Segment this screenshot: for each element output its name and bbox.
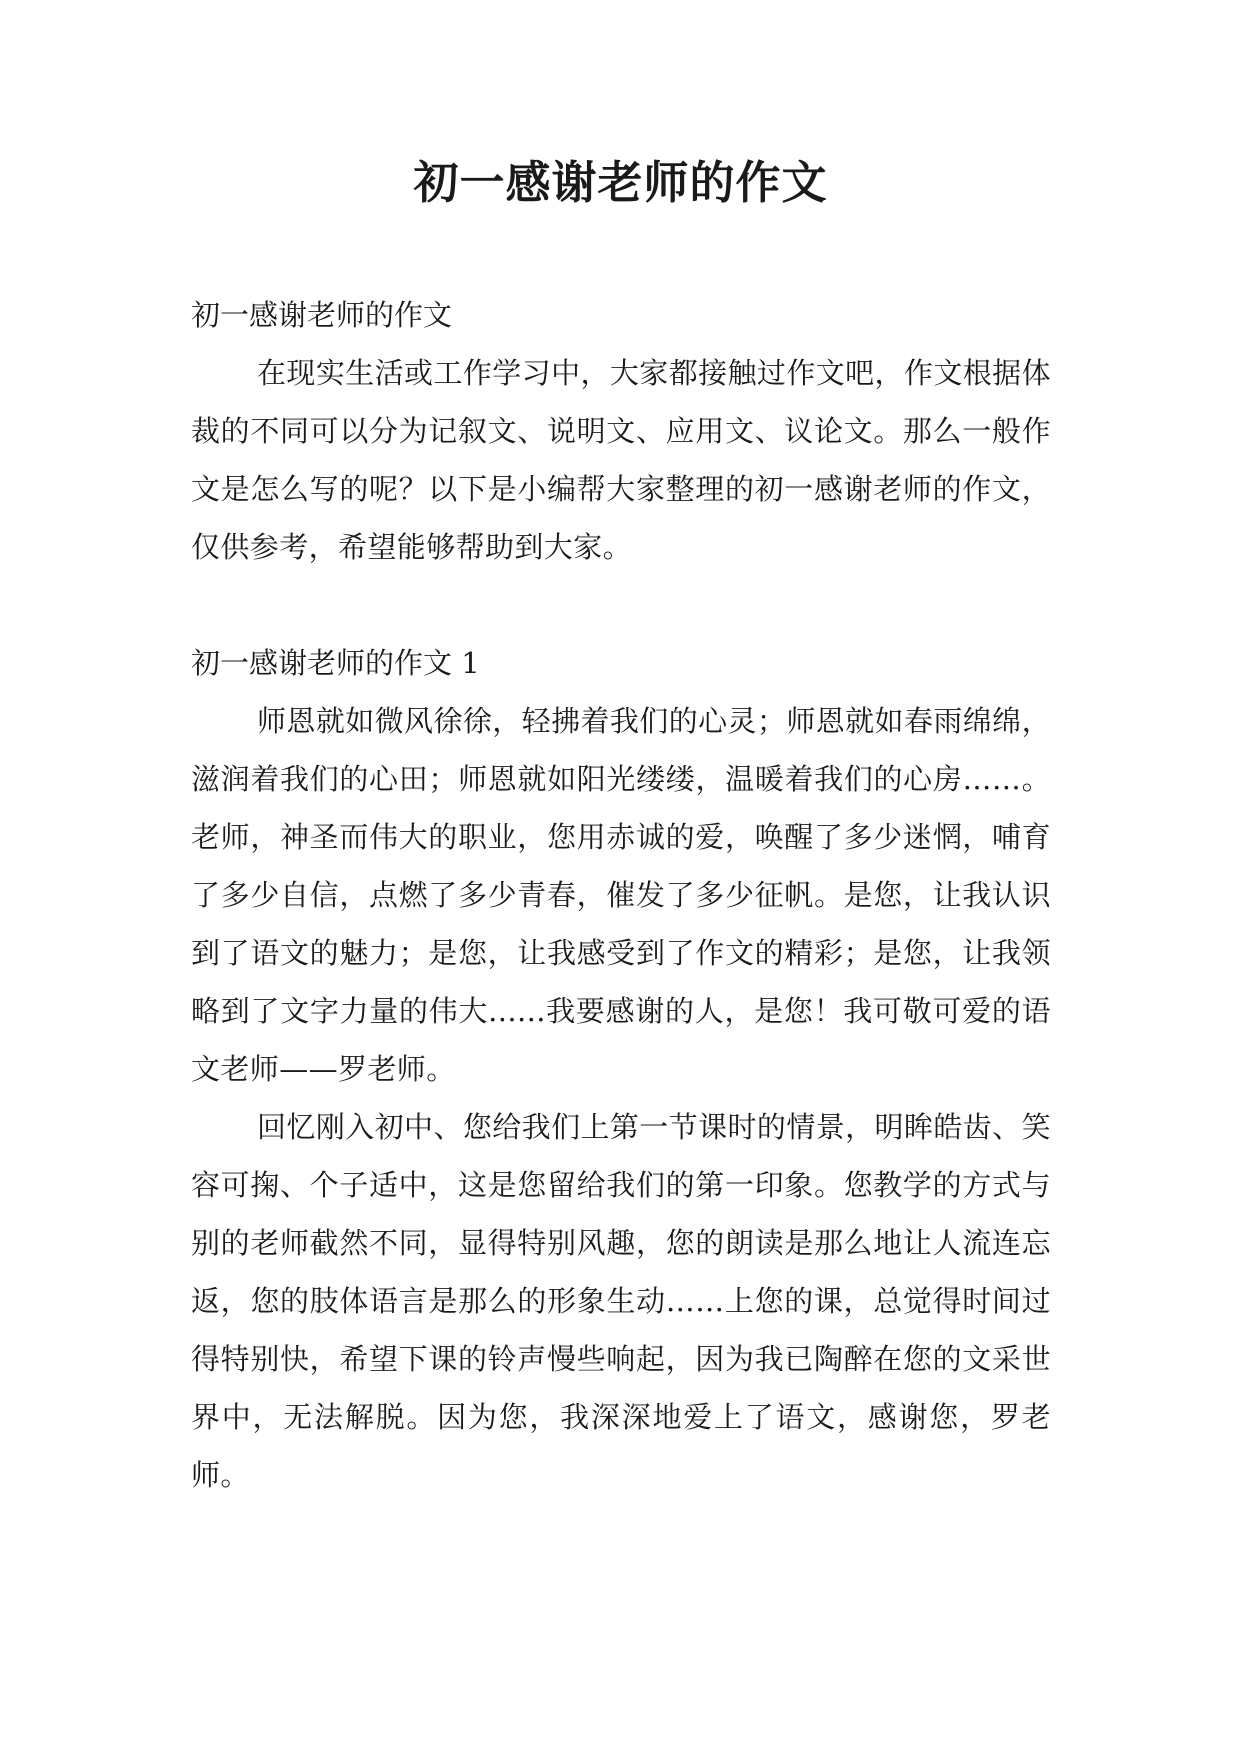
body-paragraph: 回忆刚入初中、您给我们上第一节课时的情景，明眸皓齿、笑容可掬、个子适中，这是您留给我们的第一印象。您教学的方式与别的老师截然不同，显得特别风趣，您的朗读是那么地让人流连忘返，您的肢体语言是那么的形象生动……上您的课，总觉得时间过得特别快，希望下课的铃声慢些响起，因为我已陶醉在您的文采世界中，无法解脱。因为您，我深深地爱上了语文，感谢您，罗老师。 [191,1110,1051,1492]
body-paragraph: 在现实生活或工作学习中，大家都接触过作文吧，作文根据体裁的不同可以分为记叙文、说明文、应用文、议论文。那么一般作文是怎么写的呢？以下是小编帮大家整理的初一感谢老师的作文，仅供参考，希望能够帮助到大家。 [191,356,1051,564]
document-body [191,286,1051,1504]
document-title: 初一感谢老师的作文 [413,156,828,209]
section-heading: 初一感谢老师的作文 1 [191,646,480,680]
body-paragraph: 师恩就如微风徐徐，轻拂着我们的心灵；师恩就如春雨绵绵，滋润着我们的心田；师恩就如阳光缕缕，温暖着我们的心房……。老师，神圣而伟大的职业，您用赤诚的爱，唤醒了多少迷惘，哺育了多少自信，点燃了多少青春，催发了多少征帆。是您，让我认识到了语文的魅力；是您，让我感受到了作文的精彩；是您，让我领略到了文字力量的伟大......我要感谢的人，是您！我可敬可爱的语文老师——罗老师。 [191,704,1051,1086]
section-essay-1 [191,634,1051,1504]
section-intro [191,286,1051,576]
section-heading: 初一感谢老师的作文 [191,298,453,332]
section-spacer [191,576,1051,634]
